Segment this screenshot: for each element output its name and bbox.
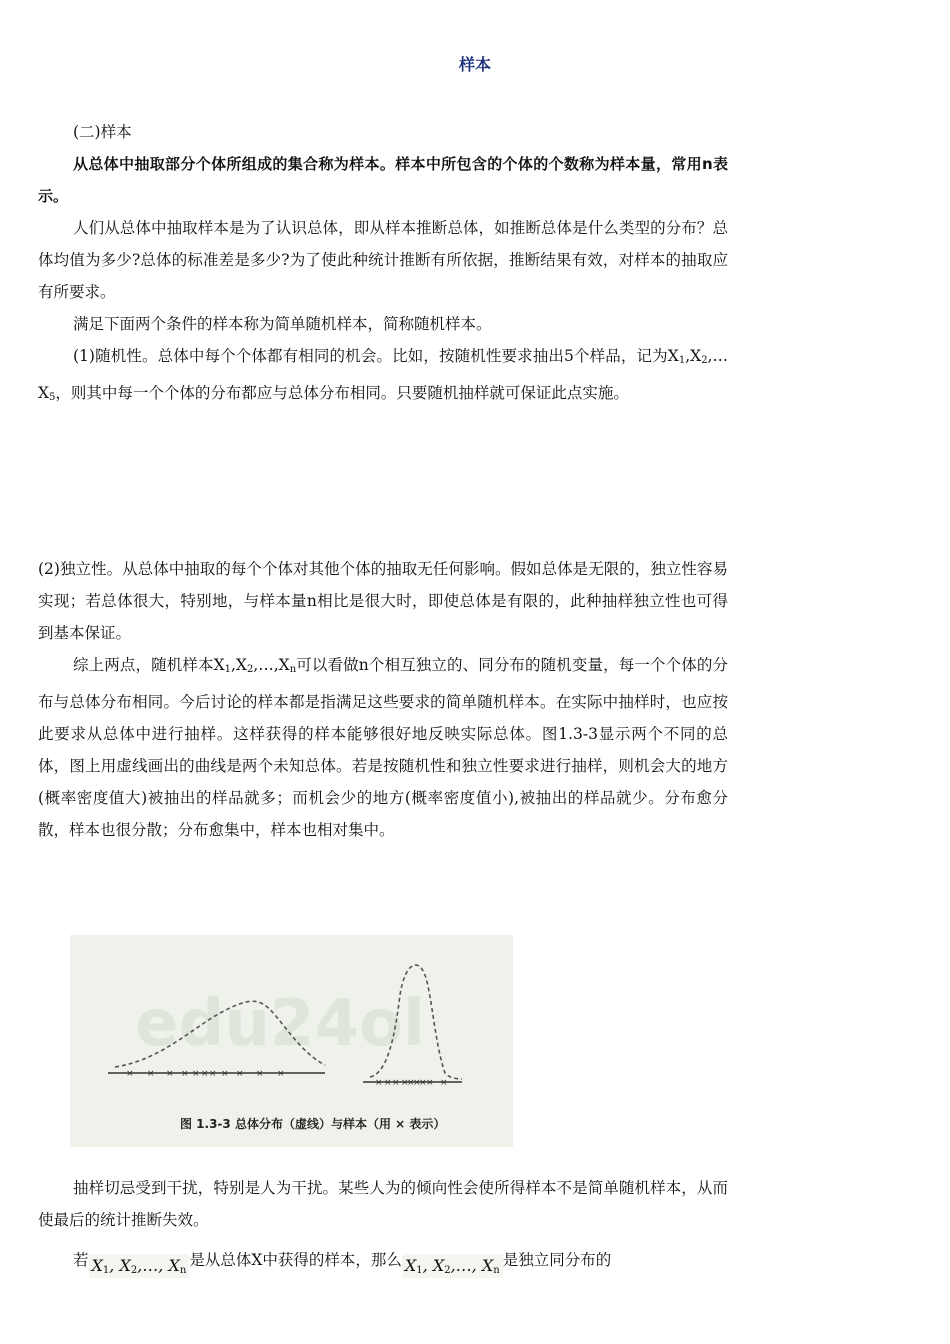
svg-text:×: × (201, 1069, 209, 1079)
page-title: 样本 (458, 55, 491, 74)
svg-text:×: × (401, 1078, 409, 1088)
distribution-figure (70, 935, 513, 1147)
interference-paragraph: 抽样切忌受到干扰，特别是人为干扰。某些人为的倾向性会使所得样本不是简单随机样本，从而使最后的统计推断失效。 (38, 1179, 728, 1229)
svg-text:×: × (277, 1069, 285, 1079)
randomness-paragraph: (1)随机性。总体中每个个体都有相同的机会。比如，按随机性要求抽出5个样品，记为$X_1,X_2,\dots X_5$，则其中每一个个体的分布都应与总体分布相同。只要随机抽样就可保证此点实施。 (38, 347, 728, 403)
figure-caption: 图 1.3-3 总体分布（虚线）与样本（用 × 表示） (180, 1117, 446, 1131)
svg-text:×: × (192, 1069, 200, 1079)
summary-paragraph: 综上两点，随机样本$X_1,X_2,\dots,X_n$可以看做n个相互独立的、同分布的随机变量，每一个个体的分布与总体分布相同。今后讨论的样本都是指满足这些要求的简单随机样本。在实际中抽样时，也应按此要求从总体中进行抽样。这样获得的样本能够很好地反映实际总体。图1.3-3显示两个不同的总体，图上用虚线画出的曲线是两个未知总体。若是按随机性和独立性要求进行抽样，则机会大的地方 (概率密度值大)被抽出的样品就多；而机会少的地方(概率密度值小),被抽出的样品就少。分布愈分散，样本也很分散；分布愈集中，样本也相对集中。 (38, 656, 728, 839)
wide-sample-marks (126, 1069, 285, 1079)
iid-text-c: 是独立同分布的 (502, 1251, 612, 1269)
svg-text:×: × (209, 1069, 217, 1079)
definition-paragraph: 从总体中抽取部分个体所组成的集合称为样本。样本中所包含的个体的个数称为样本量，常用n表示。 (38, 155, 728, 205)
summary-text-b: 可以看做n个相互独立的、同分布的随机变量，每一个个体的分布与总体分布相同。今后讨论的样本都是指满足这些要求的简单随机样本。在实际中抽样时，也应按此要求从总体中进行抽样。这样获得的样本能够很好地反映实际总体。图1.3-3显示两个不同的总体，图上用虚线画出的曲线是两个未知总体。若是按随机性和独立性要求进行抽样，则机会大的地方 (概率密度值大)被抽出的样品就多；而机会少的地方(概率密度值小),被抽出的样品就少。分布愈分散，样本也很分散；分布愈集中，样本也相对集中。 (38, 656, 728, 839)
narrow-sample-marks (375, 1078, 448, 1088)
section-heading: (二)样本 (73, 123, 132, 141)
purpose-paragraph: 人们从总体中抽取样本是为了认识总体，即从样本推断总体，如推断总体是什么类型的分布？总体均值为多少?总体的标准差是多少?为了使此种统计推断有所依据，推断结果有效，对样本的抽取应有所要求。 (38, 219, 728, 301)
conditions-paragraph: 满足下面两个条件的样本称为简单随机样本，简称随机样本。 (73, 315, 492, 333)
svg-text:×: × (375, 1078, 383, 1088)
svg-text:×: × (440, 1078, 448, 1088)
iid-text-a: 若 (73, 1251, 89, 1269)
svg-text:×: × (147, 1069, 155, 1079)
svg-text:×: × (419, 1078, 427, 1088)
randomness-text-b: ，则其中每一个个体的分布都应与总体分布相同。只要随机抽样就可保证此点实施。 (55, 384, 629, 402)
iid-paragraph (38, 1244, 728, 1278)
sample-formula-1: $X_1$, $X_2,\dots$, $X_n$ (89, 1254, 190, 1278)
svg-text:×: × (221, 1069, 229, 1079)
summary-text-a: 综上两点，随机样本X (73, 656, 225, 674)
svg-text:×: × (181, 1069, 189, 1079)
svg-text:×: × (166, 1069, 174, 1079)
svg-text:×: × (384, 1078, 392, 1088)
svg-text:×: × (426, 1078, 434, 1088)
svg-text:×: × (256, 1069, 264, 1079)
independence-paragraph: (2)独立性。从总体中抽取的每个个体对其他个体的抽取无任何影响。假如总体是无限的，独立性容易实现；若总体很大，特别地，与样本量n相比是很大时，即使总体是有限的，此种抽样独立性也可得到基本保证。 (38, 560, 728, 642)
watermark: edu24ol (135, 987, 425, 1061)
distribution-figure-svg (70, 935, 513, 1147)
svg-text:×: × (407, 1078, 415, 1088)
iid-text-b: 是从总体X中获得的样本，那么 (189, 1251, 402, 1269)
svg-text:×: × (126, 1069, 134, 1079)
randomness-text-a: (1)随机性。总体中每个个体都有相同的机会。比如，按随机性要求抽出5个样品，记为X (73, 347, 679, 365)
svg-text:×: × (236, 1069, 244, 1079)
svg-text:×: × (413, 1078, 421, 1088)
sample-formula-2: $X_1$, $X_2,\dots$, $X_n$ (402, 1254, 503, 1278)
svg-text:×: × (392, 1078, 400, 1088)
